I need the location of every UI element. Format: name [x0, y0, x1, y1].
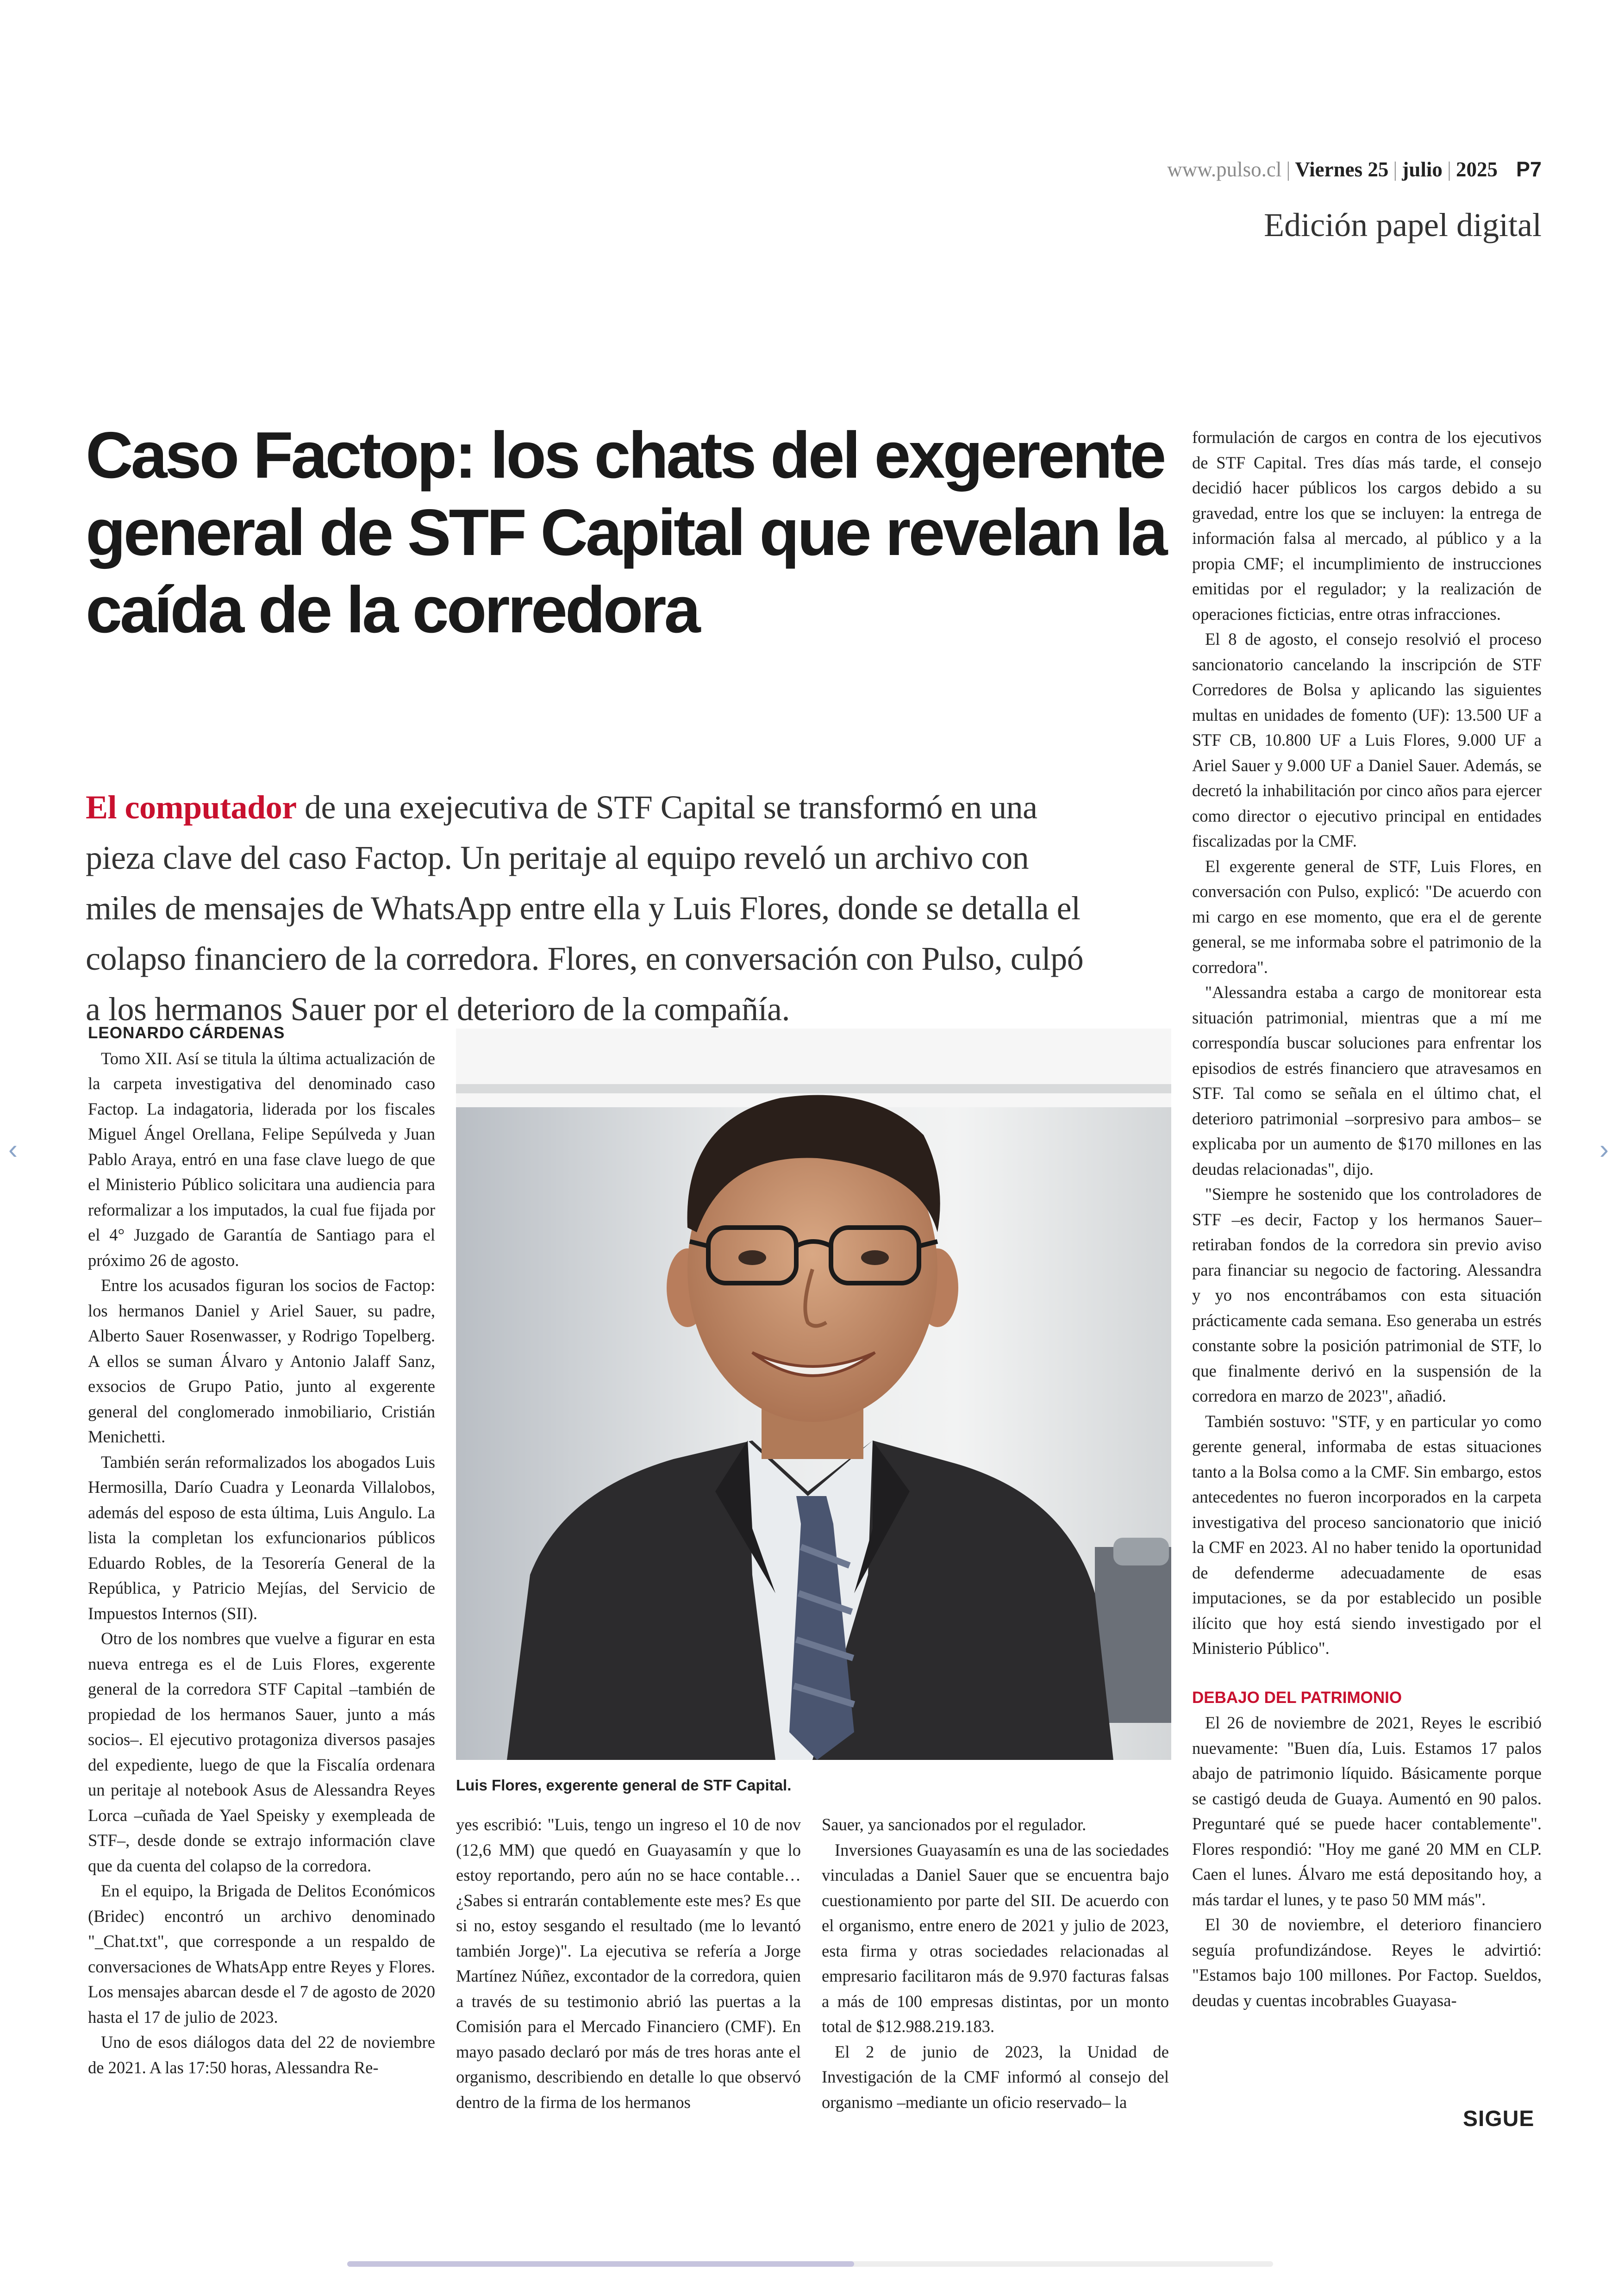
paragraph: Otro de los nombres que vuelve a figurar en esta nueva entrega es el de Luis Flores, exgerente general de la corredora STF Capital –también de propiedad de los hermanos Sauer, junto a más socios–. El ejecutivo protagoniza diversos pasajes del expediente, luego de que la Fiscalía ordenara un peritaje al notebook Asus de Alessandra Reyes Lorca –cuñada de Yael Speisky y exempleada de STF–, desde donde se extrajo información clave que da cuenta del colapso de la corredora.	[88, 1629, 435, 1875]
header-separator: |	[1286, 158, 1291, 181]
edition-label: Edición papel digital	[1264, 206, 1542, 243]
paragraph: En el equipo, la Brigada de Delitos Económicos (Bridec) encontró un archivo denominado "_Chat.txt", que corresponde a un respaldo de conversaciones de WhatsApp entre Reyes y Flores. Los mensajes abarcan desde el 7 de agosto de 2020 hasta el 17 de julio de 2023.	[88, 1881, 435, 2027]
page-number: P7	[1516, 157, 1542, 181]
paragraph: formulación de cargos en contra de los ejecutivos de STF Capital. Tres días más tarde, el consejo decidió hacer públicos los cargos debido a su gravedad, entre los que se incluyen: la entrega de información falsa al mercado, al público y a la propia CMF; el incumplimiento de instrucciones emitidas por el regulador; y la realización de operaciones ficticias, entre otras infracciones.	[1192, 428, 1542, 624]
paragraph: El 8 de agosto, el consejo resolvió el proceso sancionatorio cancelando la inscripción de STF Corredores de Bolsa y aplicando las siguientes multas en unidades de fomento (UF): 13.500 UF a STF CB, 10.800 UF a Luis Flores, 9.000 UF a Ariel Sauer y 9.000 UF a Daniel Sauer. Además, se decretó la inhabilitación por cinco años para ejercer como director o ejecutivo principal en entidades fiscalizadas por la CMF.	[1192, 630, 1542, 850]
article-lead	[86, 782, 1104, 1035]
paragraph: Inversiones Guayasamín es una de las sociedades vinculadas a Daniel Sauer que se encuentra bajo cuestionamiento por parte del SII. De acuerdo con el organismo, entre enero de 2021 y julio de 2023, esta firma y otras sociedades relacionadas al empresario facilitaron más de 9.970 facturas falsas a más de 100 empresas distintas, por un monto total de $12.988.219.183.	[822, 1840, 1169, 2036]
article-column-4	[822, 1812, 1169, 2115]
paragraph: Entre los acusados figuran los socios de Factop: los hermanos Daniel y Ariel Sauer, su padre, Alberto Sauer Rosenwasser, y Rodrigo Topelberg. A ellos se suman Álvaro y Antonio Jalaff Sanz, exsocios de Grupo Patio, junto al exgerente general del conglomerado inmobiliario, Cristián Menichetti.	[88, 1276, 435, 1446]
header-year: 2025	[1455, 158, 1498, 181]
continue-label: SIGUE	[1463, 2107, 1535, 2131]
site-url[interactable]: www.pulso.cl	[1167, 158, 1282, 181]
article-column-5	[1192, 425, 1542, 2013]
paragraph: yes escribió: "Luis, tengo un ingreso el 10 de nov (12,6 MM) que quedó en Guayasamín y que lo estoy reportando, pero aún no se hace contable… ¿Sabes si entrarán contablemente este mes? Es que si no, estoy sesgando el resultado (me lo levantó también Jorge)". La ejecutiva se refería a Jorge Martínez Núñez, excontador de la corredora, quien a través de su testimonio abrió las puertas a la Comisión para el Mercado Financiero (CMF). En mayo pasado declaró por más de tres horas ante el organismo, describiendo en detalle lo que observó dentro de la firma de los hermanos	[456, 1815, 801, 2112]
lead-kicker: El computador	[86, 789, 297, 826]
lead-text: de una exejecutiva de STF Capital se transformó en una pieza clave del caso Factop. Un peritaje al equipo reveló un archivo con miles de mensajes de WhatsApp entre ella y Luis Flores, donde se detalla el colapso financiero de la corredora. Flores, en conversación con Pulso, culpó a los hermanos Sauer por el deterioro de la compañía.	[86, 789, 1084, 1028]
section-subhead: DEBAJO DEL PATRIMONIO	[1192, 1688, 1402, 1707]
paragraph: Uno de esos diálogos data del 22 de noviembre de 2021. A las 17:50 horas, Alessandra Re-	[88, 2033, 435, 2077]
article-photo	[456, 1029, 1171, 1760]
header-month: julio	[1402, 158, 1443, 181]
paragraph: Tomo XII. Así se titula la última actualización de la carpeta investigativa del denominado caso Factop. La indagatoria, liderada por los fiscales Miguel Ángel Orellana, Felipe Sepúlveda y Juan Pablo Araya, entró en una fase clave luego de que el Ministerio Público solicitara una audiencia para reformalizar a los imputados, la cual fue fijada por el 4° Juzgado de Garantía de Santiago para el próximo 26 de agosto.	[88, 1048, 435, 1270]
page-header: www.pulso.cl | Viernes 25 | julio | 2025 P7	[1167, 157, 1542, 181]
paragraph: El 2 de junio de 2023, la Unidad de Investigación de la CMF informó al consejo del organismo –mediante un oficio reservado– la	[822, 2042, 1169, 2112]
portrait-illustration	[456, 1029, 1171, 1760]
paragraph: El 26 de noviembre de 2021, Reyes le escribió nuevamente: "Buen día, Luis. Estamos 17 palos abajo de patrimonio líquido. Básicamente porque se castigó deuda de Guaya. Aumentó en 90 palos. Preguntaré qué se puede hacer contablemente". Flores respondió: "Hoy me gané 20 MM en CLP. Caen el lunes. Álvaro me está depositando hoy, a más tardar el lunes, y te paso 50 MM más".	[1192, 1713, 1542, 1909]
photo-caption: Luis Flores, exgerente general de STF Capital.	[456, 1777, 792, 1794]
paragraph: También serán reformalizados los abogados Luis Hermosilla, Darío Cuadra y Leonarda Villalobos, además del esposo de esta última, Luis Angulo. La lista la completan los exfuncionarios públicos Eduardo Robles, de la Tesorería General de la República, y Patricio Mejías, del Servicio de Impuestos Internos (SII).	[88, 1452, 435, 1623]
previous-page-icon[interactable]: ‹	[8, 1134, 18, 1165]
paragraph: También sostuvo: "STF, y en particular yo como gerente general, informaba de estas situaciones tanto a la Bolsa como a la CMF. Sin embargo, estos antecedentes no fueron incorporados en la carpeta investigativa del proceso sancionatorio que inició la CMF en 2023. Al no haber tenido la oportunidad de defenderme adecuadamente de esas imputaciones, se da por establecido un posible ilícito que hoy está siendo investigado por el Ministerio Público".	[1192, 1411, 1542, 1658]
paragraph: "Alessandra estaba a cargo de monitorear esta situación patrimonial, mientras que a mí me correspondía buscar soluciones para enfrentar los episodios de estrés financiero que atravesamos en STF. Tal como se señala en el último chat, el deterioro patrimonial –sorpresivo para ambos– se explicaba por un aumento de $170 millones en las deudas relacionadas", dijo.	[1192, 983, 1542, 1179]
next-page-icon[interactable]: ›	[1599, 1134, 1609, 1165]
paragraph: Sauer, ya sancionados por el regulador.	[822, 1815, 1087, 1834]
byline: LEONARDO CÁRDENAS	[88, 1024, 285, 1042]
article-column-1	[88, 1021, 435, 2080]
article-column-3	[456, 1812, 801, 2115]
page-scrollbar-thumb[interactable]	[347, 2261, 854, 2267]
header-day: Viernes 25	[1295, 158, 1389, 181]
paragraph: "Siempre he sostenido que los controladores de STF –es decir, Factop y los hermanos Sauer– retiraban fondos de la corredora sin previo aviso para financiar su negocio de factoring. Alessandra y yo nos encontrábamos con esta situación prácticamente cada semana. Eso generaba un estrés constante sobre la posición patrimonial de STF, lo que finalmente derivó en la suspensión de la corredora en marzo de 2023", añadió.	[1192, 1185, 1542, 1405]
paragraph: El exgerente general de STF, Luis Flores, en conversación con Pulso, explicó: "De acuerdo con mi cargo en ese momento, que era el de gerente general, se me informaba sobre el patrimonio de la corredora".	[1192, 856, 1542, 977]
paragraph: El 30 de noviembre, el deterioro financiero seguía profundizándose. Reyes le advirtió: "Estamos bajo 100 millones. Por Factop. Sueldos, deudas y cuentas incobrables Guayasa-	[1192, 1915, 1542, 2010]
article-headline: Caso Factop: los chats del exgerente general de STF Capital que revelan la caída de la corredora	[86, 418, 1166, 647]
